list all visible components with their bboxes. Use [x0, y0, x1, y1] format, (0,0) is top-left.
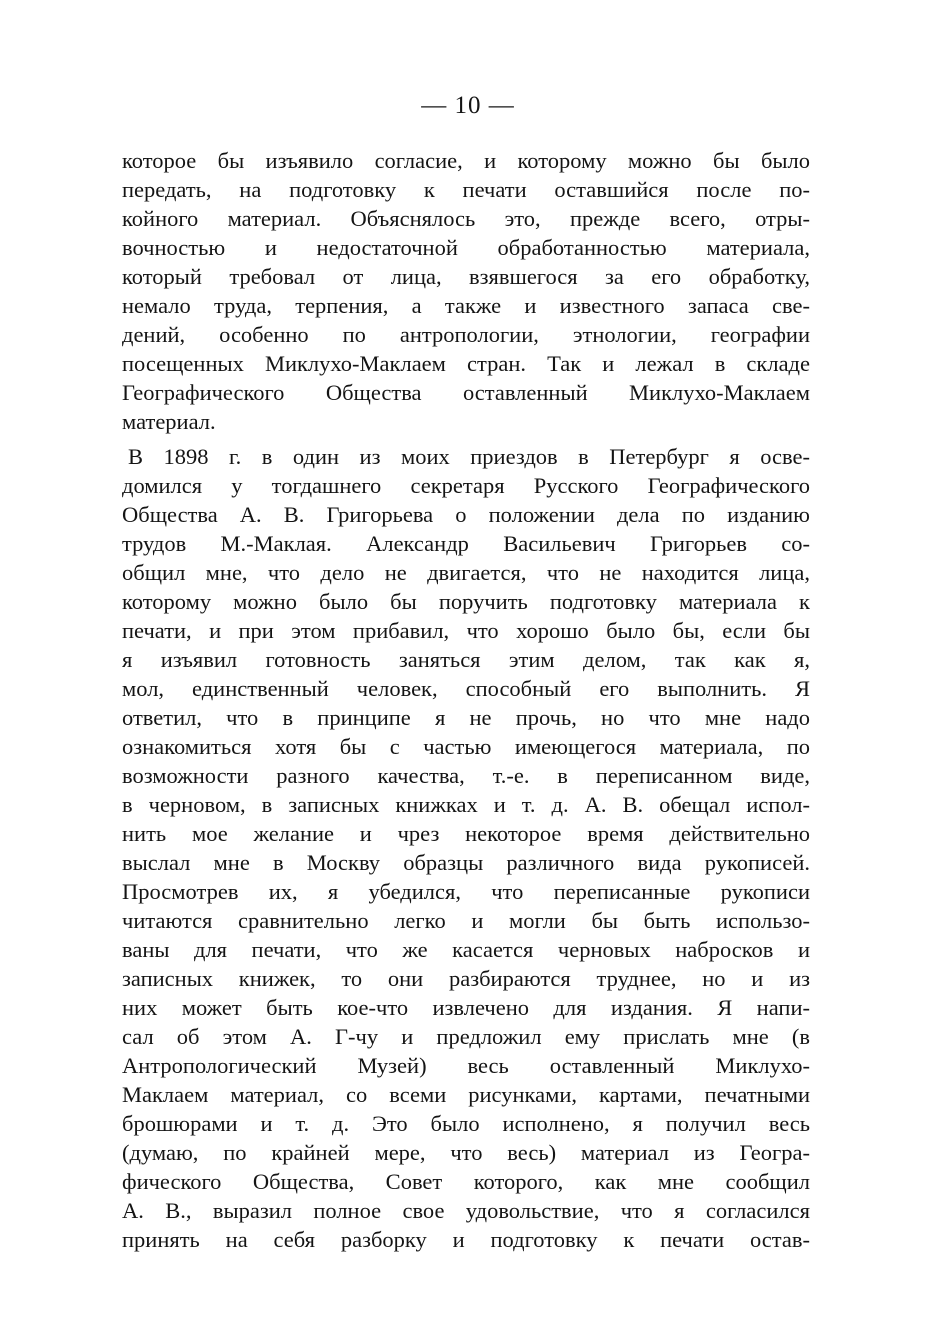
text-line: брошюрами и т. д. Это было исполнено, я получил весь	[122, 1111, 810, 1136]
text-line: в черновом, в записных книжках и т. д. А. В. обещал испол-	[122, 792, 810, 817]
body-text	[122, 146, 810, 1254]
text-line: который требовал от лица, взявшегося за его обработку,	[122, 264, 810, 289]
text-line: дений, особенно по антропологии, этнологии, географии	[122, 322, 810, 347]
text-line: которое бы изъявило согласие, и которому можно бы было	[122, 148, 810, 173]
text-line: (думаю, по крайней мере, что весь) материал из Геогра-	[122, 1140, 810, 1165]
text-line: нить мое желание и чрез некоторое время действительно	[122, 821, 810, 846]
text-line: В 1898 г. в один из моих приездов в Петербург я осве-	[128, 444, 810, 469]
page-number: — 10 —	[421, 92, 515, 119]
text-line: трудов М.-Маклая. Александр Васильевич Григорьев со-	[122, 531, 810, 556]
text-line: вочностью и недостаточной обработанностью материала,	[122, 235, 810, 260]
text-line: Просмотрев их, я убедился, что переписанные рукописи	[122, 879, 810, 904]
paragraph-2	[122, 442, 810, 1254]
text-line: А. В., выразил полное свое удовольствие, что я согласился	[122, 1198, 810, 1223]
text-line: передать, на подготовку к печати оставшийся после по-	[122, 177, 810, 202]
text-line: общил мне, что дело не двигается, что не находится лица,	[122, 560, 810, 585]
text-line: материал.	[122, 409, 216, 434]
text-line: фического Общества, Совет которого, как мне сообщил	[122, 1169, 810, 1194]
text-line: я изъявил готовность заняться этим делом, так как я,	[122, 647, 810, 672]
text-line: Общества А. В. Григорьева о положении дела по изданию	[122, 502, 810, 527]
text-line: читаются сравнительно легко и могли бы быть использо-	[122, 908, 810, 933]
text-line: которому можно было бы поручить подготовку материала к	[122, 589, 810, 614]
text-line: мол, единственный человек, способный его выполнить. Я	[122, 676, 810, 701]
text-line: них может быть кое-что извлечено для издания. Я напи-	[122, 995, 810, 1020]
text-line: ответил, что в принципе я не прочь, но что мне надо	[122, 705, 810, 730]
text-line: ознакомиться хотя бы с частью имеющегося материала, по	[122, 734, 810, 759]
text-line: принять на себя разборку и подготовку к печати остав-	[122, 1227, 810, 1252]
text-line: записных книжек, то они разбираются труднее, но и из	[122, 966, 810, 991]
text-line: домился у тогдашнего секретаря Русского Географического	[122, 473, 810, 498]
text-line: койного материал. Объяснялось это, прежде всего, отры-	[122, 206, 810, 231]
text-line: немало труда, терпения, а также и известного запаса све-	[122, 293, 810, 318]
text-line: Географического Общества оставленный Миклухо-Маклаем	[122, 380, 810, 405]
text-line: выслал мне в Москву образцы различного вида рукописей.	[122, 850, 810, 875]
text-line: ваны для печати, что же касается черновых набросков и	[122, 937, 810, 962]
text-line: Маклаем материал, со всеми рисунками, картами, печатными	[122, 1082, 810, 1107]
text-line: посещенных Миклухо-Маклаем стран. Так и лежал в складе	[122, 351, 810, 376]
text-line: Антропологический Музей) весь оставленный Миклухо-	[122, 1053, 810, 1078]
paragraph-1	[122, 146, 810, 436]
text-line: сал об этом А. Г-чу и предложил ему прислать мне (в	[122, 1024, 810, 1049]
text-line: возможности разного качества, т.-е. в переписанном виде,	[122, 763, 810, 788]
text-line: печати, и при этом прибавил, что хорошо было бы, если бы	[122, 618, 810, 643]
